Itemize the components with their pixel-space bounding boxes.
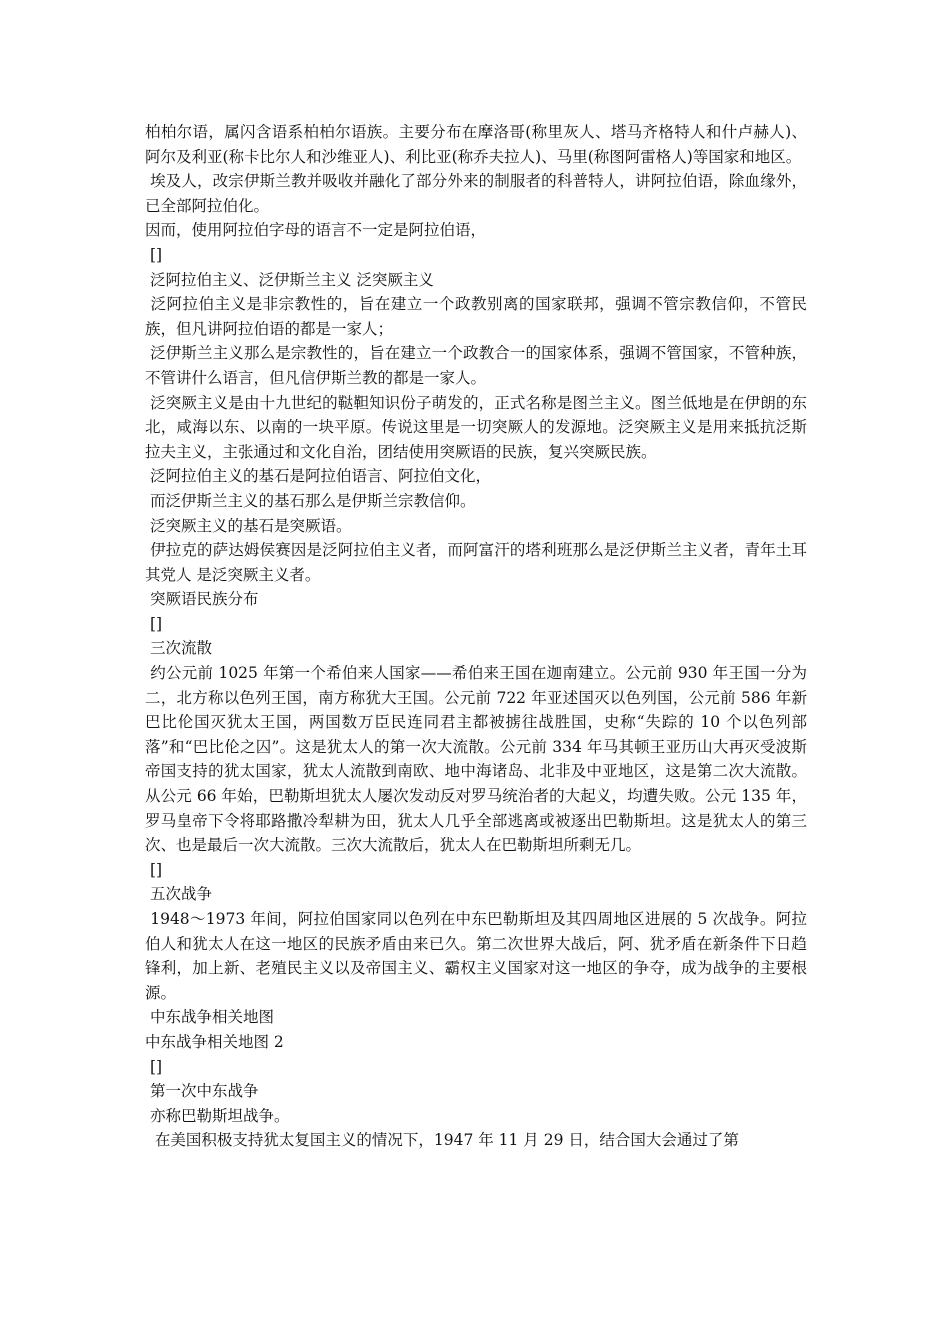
image-placeholder: [] bbox=[145, 245, 163, 264]
paragraph-three-diasporas: 约公元前 1025 年第一个希伯来人国家——希伯来王国在迦南建立。公元前 930 年王国一分为二，北方称以色列王国，南方称犹大王国。公元前 722 年亚述国灭以色列国，公元前 586 年新巴比伦国灭犹太王国，两国数万臣民连同君主都被掳往战胜国，史称“失踪的 10 个以色列部落”和“巴比伦之囚”。这是犹太人的第一次大流散。公元前 334 年马其顿王亚历山大再灭受波斯帝国支持的犹太国家，犹太人流散到南欧、地中海诸岛、北非及中亚地区，这是第二次大流散。从公元 66 年始，巴勒斯坦犹太人屡次发动反对罗马统治者的大起义，均遭失败。公元 135 年，罗马皇帝下令将耶路撒冷犁耕为田，犹太人几乎全部逃离或被逐出巴勒斯坦。这是犹太人的第三次、也是最后一次大流散。三次大流散后，犹太人在巴勒斯坦所剩无几。 bbox=[145, 664, 807, 855]
caption-map-1: 中东战争相关地图 bbox=[145, 1008, 274, 1027]
image-placeholder: [] bbox=[145, 1057, 163, 1076]
paragraph-pan-turkism-basis: 泛突厥主义的基石是突厥语。 bbox=[145, 516, 352, 535]
paragraph-pan-turkism: 泛突厥主义是由十九世纪的鞑靼知识份子萌发的，正式名称是图兰主义。图兰低地是在伊朗的东北，咸海以东、以南的一块平原。传说这里是一切突厥人的发源地。泛突厥主义是用来抵抗泛斯拉夫主义，主张通过和文化自治，团结使用突厥语的民族，复兴突厥民族。 bbox=[145, 393, 807, 461]
paragraph-egyptians: 埃及人，改宗伊斯兰教并吸收并融化了部分外来的制服者的科普特人，讲阿拉伯语，除血缘外，已全部阿拉伯化。 bbox=[145, 172, 807, 215]
paragraph-five-wars: 1948～1973 年间，阿拉伯国家同以色列在中东巴勒斯坦及其四周地区进展的 5 次战争。阿拉伯人和犹太人在这一地区的民族矛盾由来已久。第二次世界大战后，阿、犹矛盾在新条件下日趋锋利，加上新、老殖民主义以及帝国主义、霸权主义国家对这一地区的争夺，成为战争的主要根源。 bbox=[145, 910, 807, 1002]
document-body bbox=[145, 120, 807, 1153]
section-heading-turkic-distribution: 突厥语民族分布 bbox=[145, 590, 259, 609]
paragraph-pan-arabism-basis: 泛阿拉伯主义的基石是阿拉伯语言、阿拉伯文化， bbox=[145, 467, 491, 486]
section-heading-pan-isms: 泛阿拉伯主义、泛伊斯兰主义 泛突厥主义 bbox=[145, 270, 434, 289]
paragraph-examples: 伊拉克的萨达姆侯赛因是泛阿拉伯主义者，而阿富汗的塔利班那么是泛伊斯兰主义者，青年土耳其党人 是泛突厥主义者。 bbox=[145, 541, 807, 584]
paragraph-pan-islamism-basis: 而泛伊斯兰主义的基石那么是伊斯兰宗教信仰。 bbox=[145, 491, 476, 510]
caption-map-2: 中东战争相关地图 2 bbox=[145, 1032, 284, 1051]
section-heading-first-war: 第一次中东战争 bbox=[145, 1082, 259, 1101]
paragraph-berber: 柏柏尔语，属闪含语系柏柏尔语族。主要分布在摩洛哥(称里灰人、塔马齐格特人和什卢赫人)、阿尔及利亚(称卡比尔人和沙维亚人)、利比亚(称乔夫拉人)、马里(称图阿雷格人)等国家和地区。 bbox=[145, 123, 807, 166]
section-heading-five-wars: 五次战争 bbox=[145, 885, 212, 904]
paragraph-palestine-war: 亦称巴勒斯坦战争。 bbox=[145, 1106, 290, 1125]
section-heading-three-diasporas: 三次流散 bbox=[145, 639, 212, 658]
image-placeholder: [] bbox=[145, 860, 163, 879]
paragraph-pan-arabism: 泛阿拉伯主义是非宗教性的，旨在建立一个政教别离的国家联邦，强调不管宗教信仰，不管民族，但凡讲阿拉伯语的都是一家人； bbox=[145, 295, 807, 338]
paragraph-un-resolution: 在美国积极支持犹太复国主义的情况下，1947 年 11 月 29 日，结合国大会通过了第 bbox=[145, 1131, 739, 1150]
image-placeholder: [] bbox=[145, 614, 163, 633]
paragraph-pan-islamism: 泛伊斯兰主义那么是宗教性的，旨在建立一个政教合一的国家体系，强调不管国家，不管种族，不管讲什么语言，但凡信伊斯兰教的都是一家人。 bbox=[145, 344, 807, 387]
paragraph-arabic-script: 因而，使用阿拉伯字母的语言不一定是阿拉伯语， bbox=[145, 221, 487, 240]
